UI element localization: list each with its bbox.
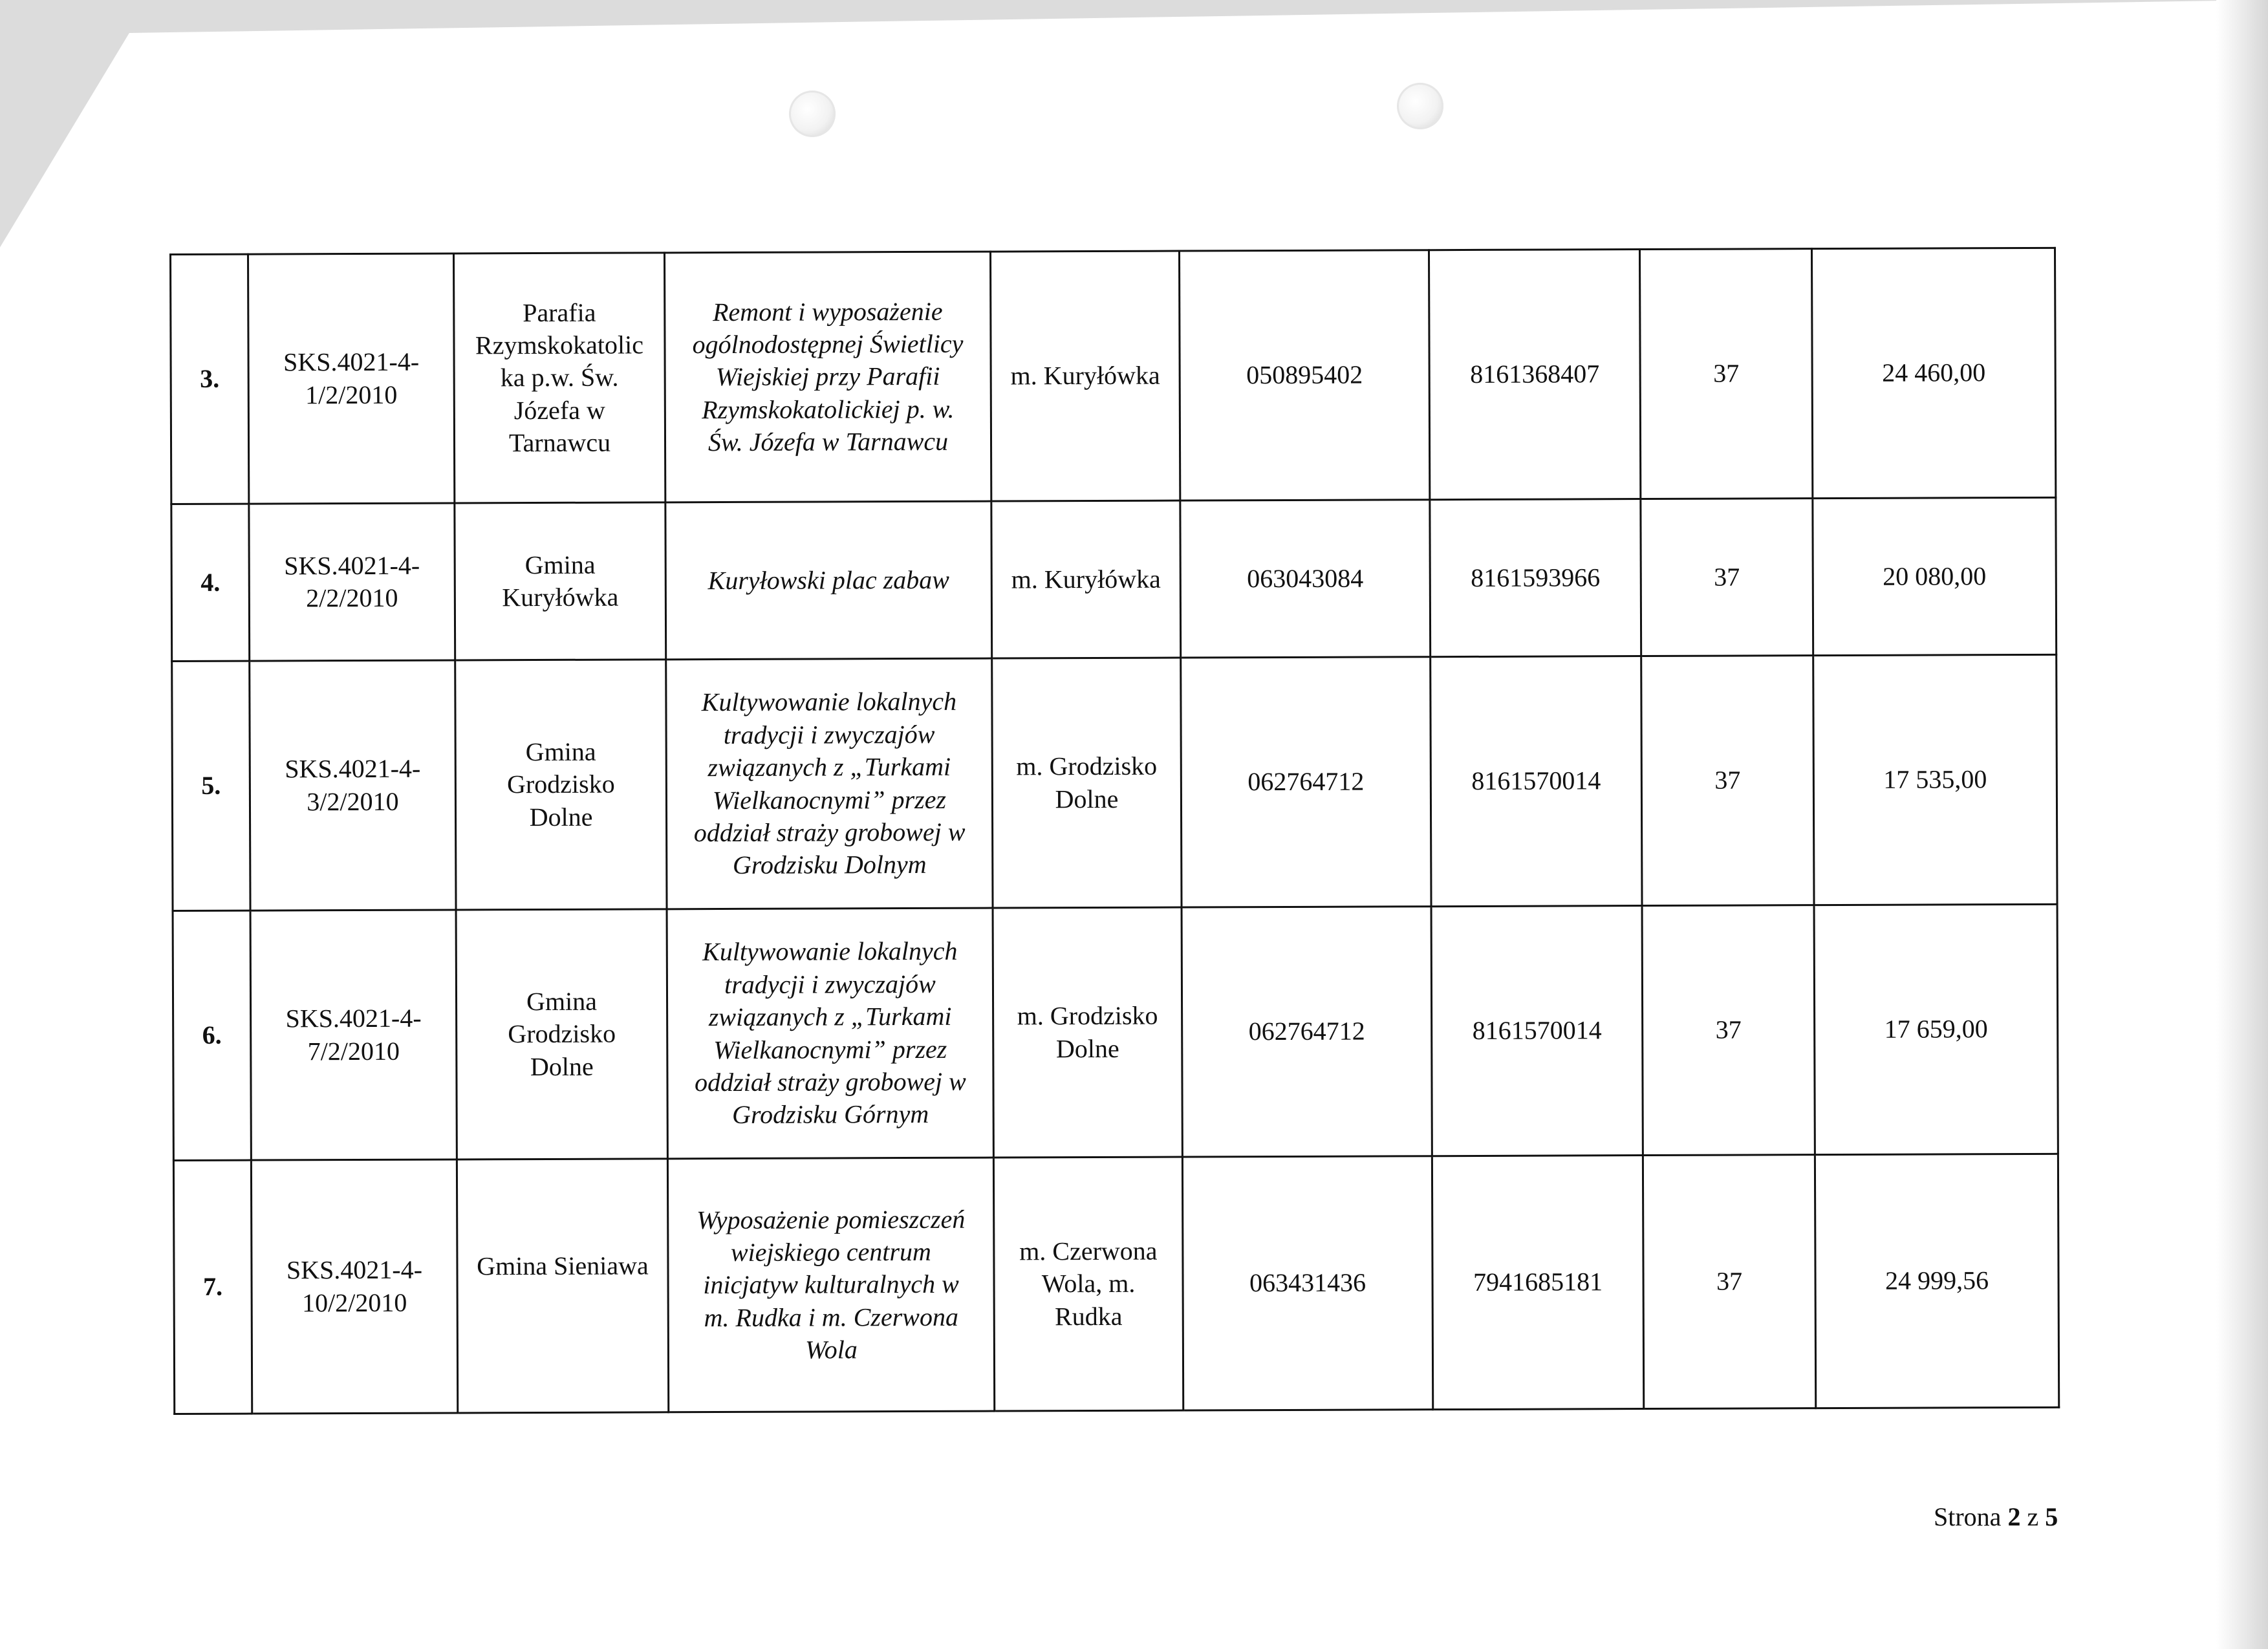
applicant: Parafia Rzymskokatolic ka p.w. Św. Józefa w Tarnawcu [454, 253, 665, 503]
case-number: SKS.4021-4- 3/2/2010 [250, 660, 456, 911]
table-row [172, 654, 2057, 911]
location: m. Grodzisko Dolne [993, 907, 1182, 1158]
nip: 7941685181 [1432, 1156, 1643, 1410]
applicant: Gmina Grodzisko Dolne [455, 660, 667, 910]
table-row [171, 497, 2057, 661]
location: m. Czerwona Wola, m. Rudka [993, 1157, 1183, 1411]
page-edge-shadow [2216, 0, 2268, 1649]
points: 37 [1639, 249, 1812, 499]
nip: 8161570014 [1431, 656, 1642, 907]
points: 37 [1641, 656, 1814, 906]
project-title: Remont i wyposażenie ogólnodostępnej Świetlicy Wiejskiej przy Parafii Rzymskokatolickiej p. w. Św. Józefa w Tarnawcu [665, 252, 991, 502]
row-number: 5. [172, 661, 250, 911]
nip: 8161593966 [1430, 499, 1641, 657]
project-title: Kuryłowski plac zabaw [665, 501, 992, 660]
case-number: SKS.4021-4- 1/2/2010 [248, 253, 455, 504]
footer-sep: z [2027, 1502, 2039, 1531]
regon: 050895402 [1179, 250, 1429, 501]
project-title: Kultywowanie lokalnych tradycji i zwyczajów związanych z „Turkami Wielkanocnymi” przez oddział straży grobowej w Grodzisku Dolnym [666, 658, 993, 909]
page-footer [1934, 1502, 2058, 1532]
points: 37 [1643, 1155, 1815, 1409]
table-row [173, 904, 2058, 1160]
points: 37 [1642, 905, 1815, 1156]
row-number: 7. [173, 1160, 252, 1414]
row-number: 3. [171, 254, 249, 504]
applications-table [169, 247, 2060, 1415]
amount: 24 460,00 [1811, 248, 2055, 498]
regon: 063431436 [1182, 1156, 1432, 1410]
footer-total: 5 [2045, 1502, 2058, 1531]
amount: 20 080,00 [1813, 497, 2057, 655]
case-number: SKS.4021-4- 2/2/2010 [249, 503, 455, 661]
applicant: Gmina Sieniawa [457, 1159, 668, 1413]
location: m. Kuryłówka [990, 251, 1180, 501]
regon: 062764712 [1182, 907, 1432, 1157]
footer-label: Strona [1934, 1502, 2002, 1531]
applicant: Gmina Kuryłówka [455, 502, 666, 660]
regon: 063043084 [1180, 500, 1431, 658]
punch-hole [1397, 83, 1443, 129]
row-number: 4. [171, 504, 250, 661]
regon: 062764712 [1181, 657, 1431, 907]
location: m. Kuryłówka [991, 501, 1181, 658]
punch-hole [789, 91, 836, 137]
table-row [171, 248, 2056, 504]
table-row [173, 1154, 2058, 1414]
nip: 8161570014 [1431, 906, 1643, 1156]
case-number: SKS.4021-4- 10/2/2010 [251, 1159, 457, 1414]
case-number: SKS.4021-4- 7/2/2010 [250, 910, 457, 1160]
points: 37 [1641, 499, 1813, 656]
project-title: Kultywowanie lokalnych tradycji i zwyczajów związanych z „Turkami Wielkanocnymi” przez oddział straży grobowej w Grodzisku Górnym [667, 908, 993, 1159]
nip: 8161368407 [1429, 250, 1640, 500]
footer-page: 2 [2007, 1502, 2021, 1531]
amount: 17 535,00 [1813, 654, 2057, 905]
applicant: Gmina Grodzisko Dolne [456, 909, 667, 1159]
amount: 24 999,56 [1815, 1154, 2058, 1408]
project-title: Wyposażenie pomieszczeń wiejskiego centrum inicjatyw kulturalnych w m. Rudka i m. Czerwona Wola [667, 1158, 994, 1412]
row-number: 6. [173, 911, 251, 1160]
amount: 17 659,00 [1814, 904, 2058, 1154]
location: m. Grodzisko Dolne [992, 658, 1182, 908]
